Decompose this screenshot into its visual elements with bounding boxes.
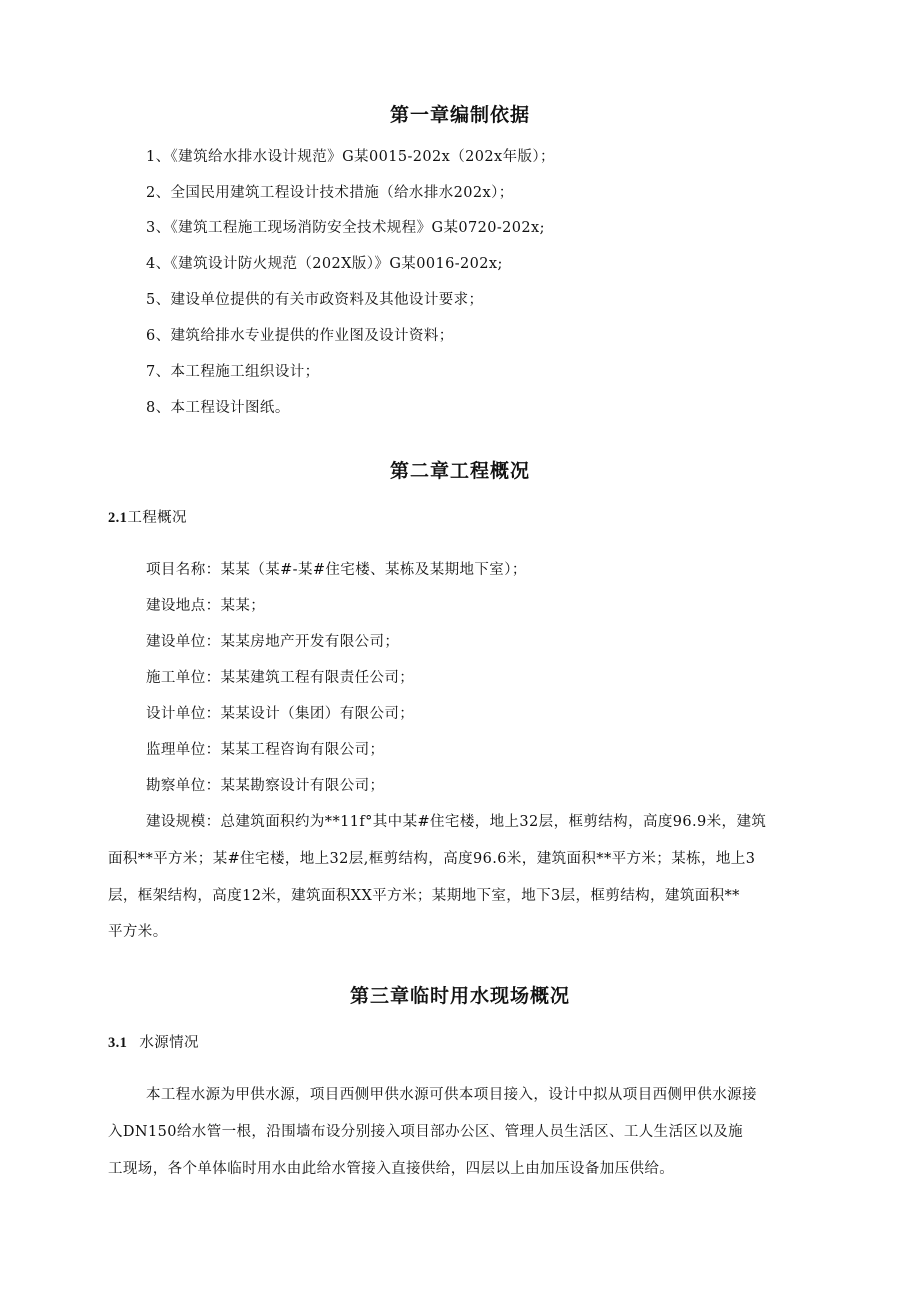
basis-item-5: 5、建设单位提供的有关市政资料及其他设计要求；: [146, 292, 484, 308]
scale-line-2: 面积**平方米；某#住宅楼，地上32层,框剪结构，高度96.6米，建筑面积**平方米；某栋，地上3: [108, 851, 756, 867]
scale-line-4: 平方米。: [108, 924, 168, 940]
section-title: 水源情况: [139, 1035, 199, 1051]
project-location-line: 建设地点：某某；: [146, 598, 266, 614]
basis-item-3: 3、《建筑工程施工现场消防安全技术规程》G某0720-202x;: [146, 220, 545, 236]
contractor-line: 施工单位：某某建筑工程有限责任公司；: [146, 670, 415, 686]
chapter-3-title: 第三章临时用水现场概况: [349, 985, 570, 1007]
developer-line: 建设单位：某某房地产开发有限公司；: [146, 634, 400, 650]
project-name-line: 项目名称：某某（某#-某#住宅楼、某栋及某期地下室）；: [146, 562, 527, 578]
section-title: 工程概况: [127, 510, 187, 526]
section-3-1-heading: [108, 1031, 199, 1052]
basis-item-1: 1、《建筑给水排水设计规范》G某0015-202x（202x年版）；: [146, 149, 555, 165]
chapter-2-title: 第二章工程概况: [389, 460, 530, 482]
water-source-line-1: 本工程水源为甲供水源，项目西侧甲供水源可供本项目接入，设计中拟从项目西侧甲供水源接: [146, 1087, 757, 1103]
section-2-1-heading: [108, 506, 187, 527]
surveyor-line: 勘察单位：某某勘察设计有限公司；: [146, 778, 385, 794]
section-number: 3.1: [108, 1035, 128, 1051]
basis-item-2: 2、全国民用建筑工程设计技术措施（给水排水202x）；: [146, 185, 514, 201]
section-number: 2.1: [108, 510, 128, 526]
supervisor-line: 监理单位：某某工程咨询有限公司；: [146, 742, 385, 758]
basis-item-8: 8、本工程设计图纸。: [146, 400, 290, 416]
basis-item-4: 4、《建筑设计防火规范（202X版）》G某0016-202x;: [146, 256, 503, 272]
chapter-1-title: 第一章编制依据: [389, 104, 530, 126]
basis-item-6: 6、建筑给排水专业提供的作业图及设计资料；: [146, 328, 454, 344]
water-source-line-2: 入DN150给水管一根，沿围墙布设分别接入项目部办公区、管理人员生活区、工人生活区以及施: [108, 1124, 744, 1140]
scale-line-3: 层，框架结构，高度12米，建筑面积XX平方米；某期地下室，地下3层，框剪结构，建筑面积**: [108, 888, 740, 904]
basis-item-7: 7、本工程施工组织设计；: [146, 364, 320, 380]
designer-line: 设计单位：某某设计（集团）有限公司；: [146, 706, 415, 722]
water-source-line-3: 工现场，各个单体临时用水由此给水管接入直接供给，四层以上由加压设备加压供给。: [108, 1161, 675, 1177]
scale-line-1: 建设规模：总建筑面积约为**11f°其中某#住宅楼，地上32层，框剪结构，高度96.9米，建筑: [146, 814, 767, 830]
